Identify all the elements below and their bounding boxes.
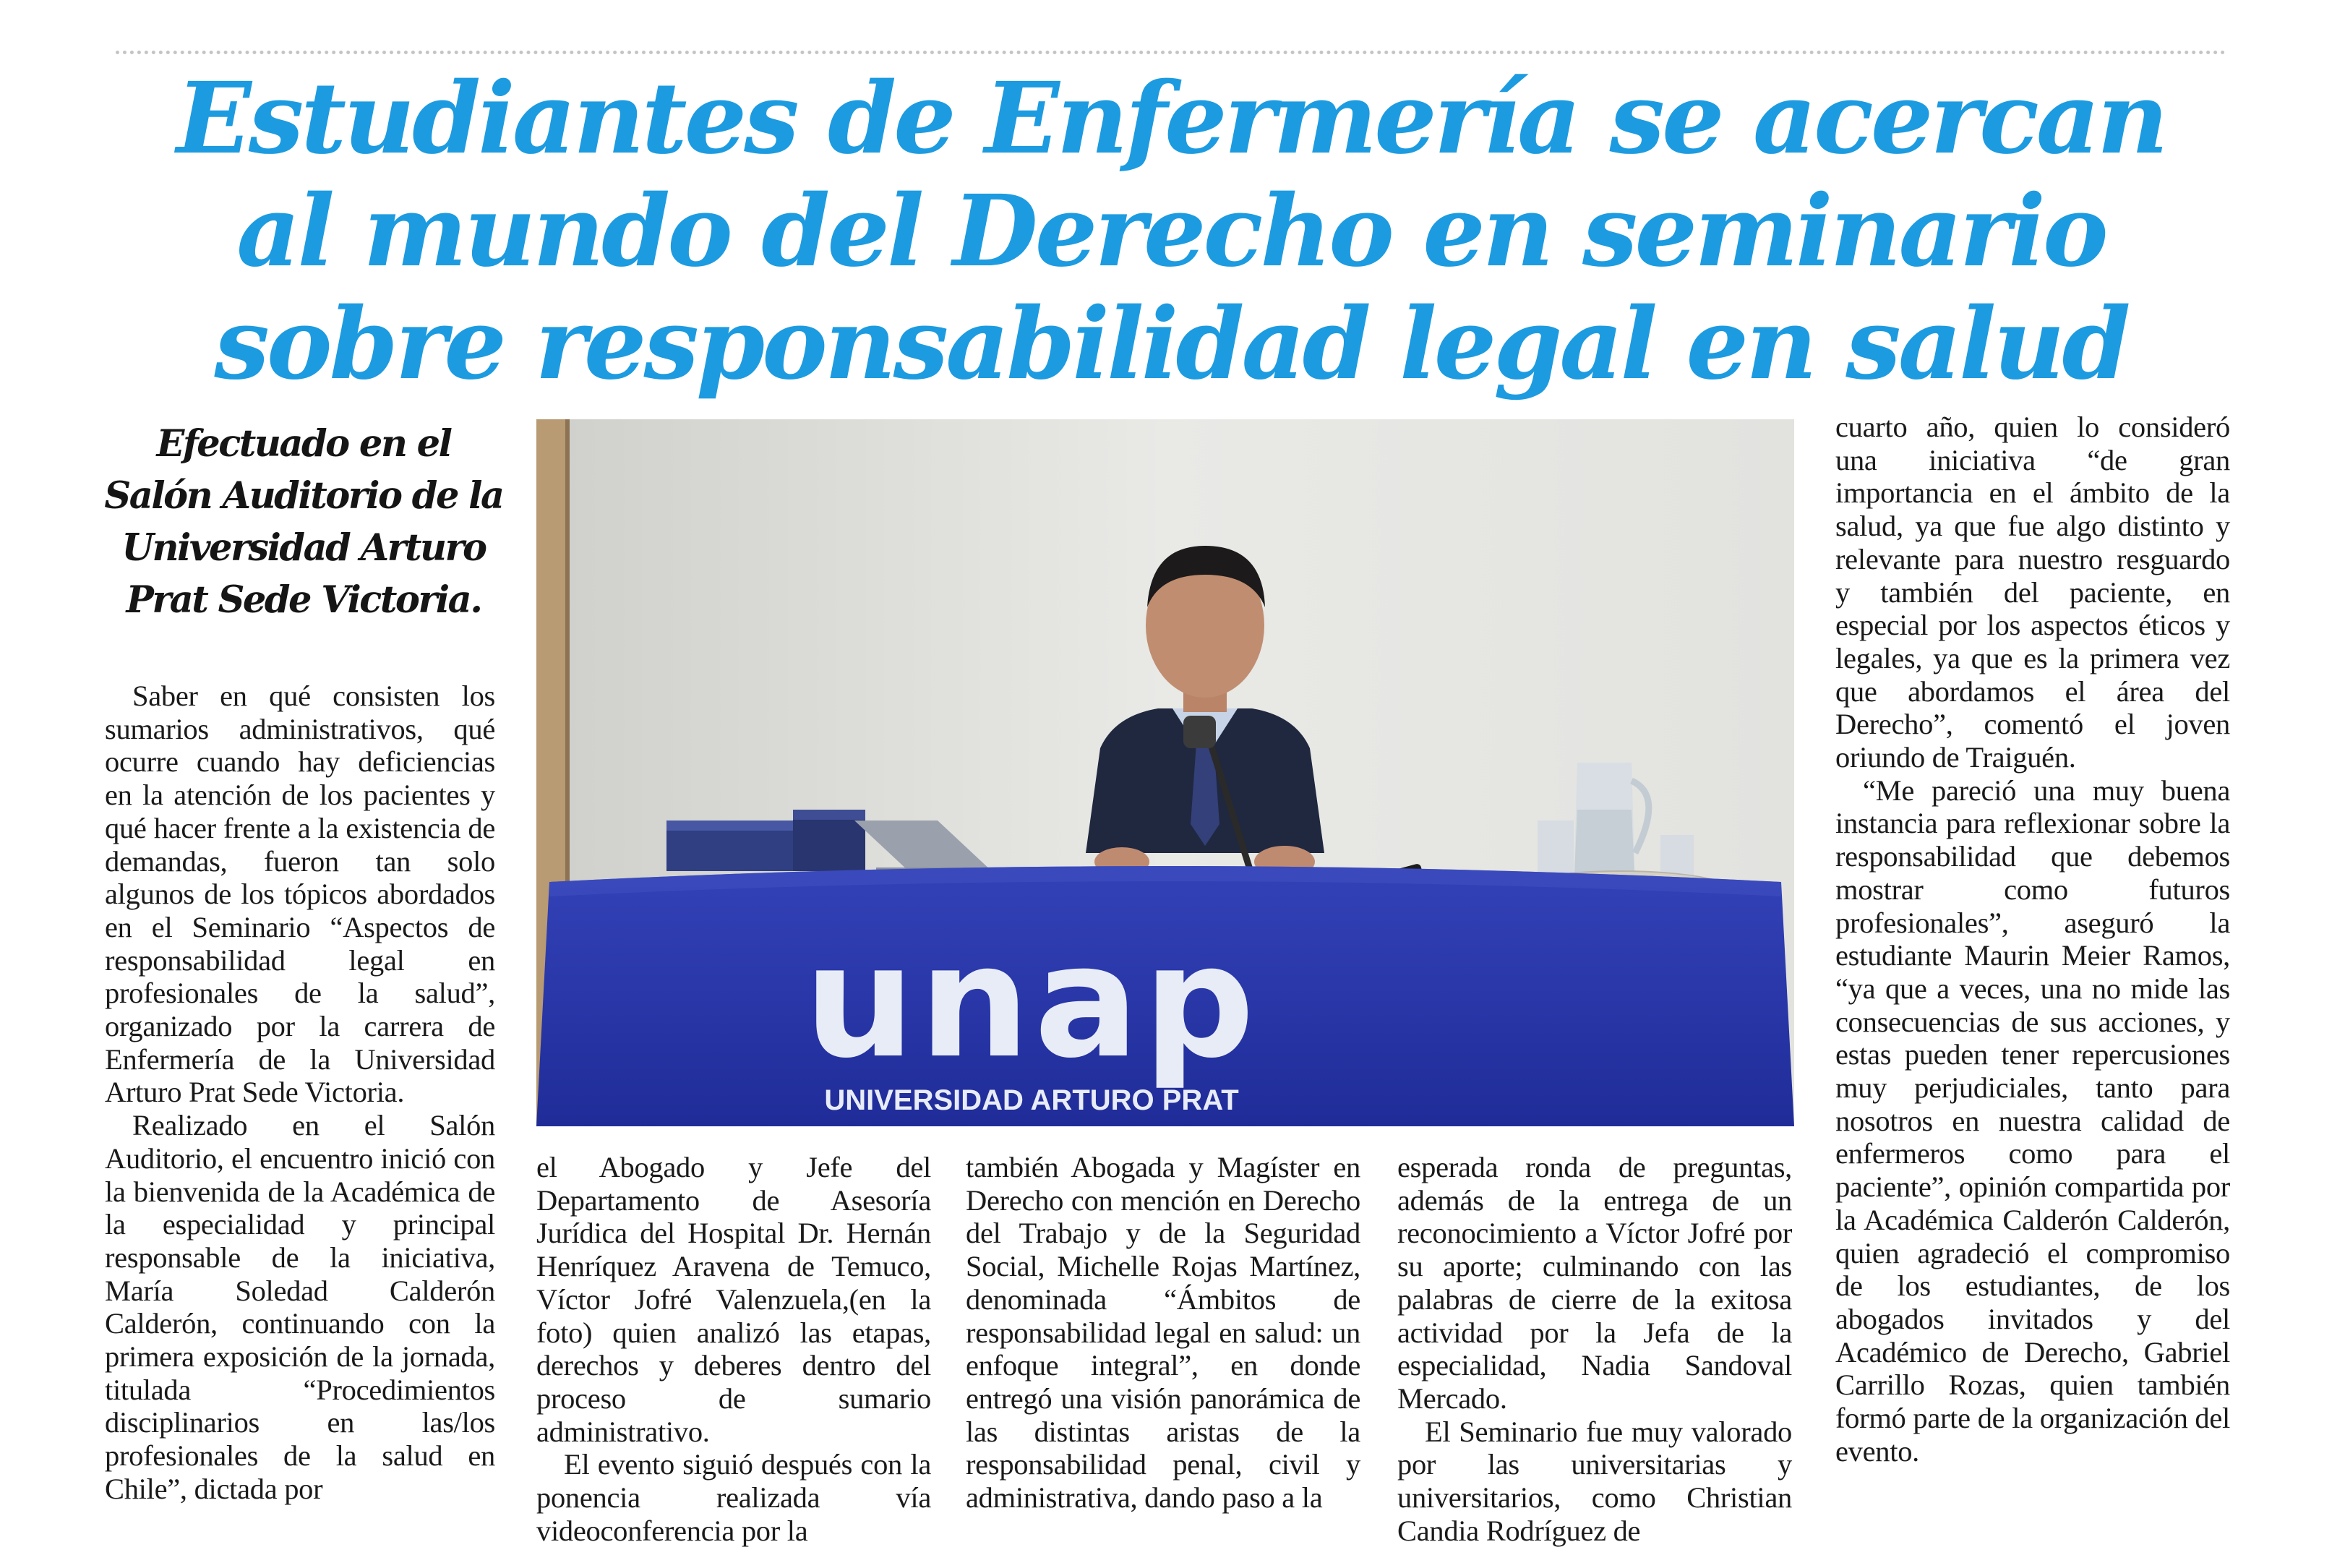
paragraph: el Abogado y Jefe del Departamento de Asesoría Jurídica del Hospital Dr. Hernán Henríquez Aravena de Temuco, Víctor Jofré Valenzuela,(en la foto) quien analizó las etapas, derechos y deberes dentro del proceso de sumario administrativo. xyxy=(536,1151,931,1448)
paragraph: esperada ronda de preguntas, además de la entrega de un reconocimiento a Víctor Jofré por su aporte; culminando con las palabras de cierre de la exitosa actividad por la Jefa de la especialidad, Nadia Sandoval Mercado. xyxy=(1397,1151,1792,1415)
paragraph: Realizado en el Salón Auditorio, el encuentro inició con la bienvenida de la Académica de la especialidad y principal responsable de la iniciativa, María Soledad Calderón Calderón, continuando con la primera exposición de la jornada, titulada “Procedimientos disciplinarios en las/los profesionales de la salud en Chile”, dictada por xyxy=(105,1109,495,1505)
paragraph: también Abogada y Magíster en Derecho con mención en Derecho del Trabajo y de la Seguridad Social, Michelle Rojas Martínez, denominada “Ámbitos de responsabilidad legal en salud: un enfoque integral”, en donde entregó una visión panorámica de las distintas aristas de la responsabilidad penal, civil y administrativa, dando paso a la xyxy=(966,1151,1360,1515)
paragraph: Saber en qué consisten los sumarios administrativos, qué ocurre cuando hay deficiencias en la atención de los pacientes y qué hacer frente a la existencia de demandas, fueron tan solo algunos de los tópicos abordados en el Seminario “Aspectos de responsabilidad legal en profesionales de la salud”, organizado por la carrera de Enfermería de la Universidad Arturo Prat Sede Victoria. xyxy=(105,680,495,1109)
paragraph: El evento siguió después con la ponencia realizada vía videoconferencia por la xyxy=(536,1448,931,1547)
article-photo xyxy=(536,419,1794,1126)
article-column-5 xyxy=(1835,411,2230,1468)
article-deck: Efectuado en el Salón Auditorio de la Universidad Arturo Prat Sede Victoria. xyxy=(104,422,503,622)
article-column-4 xyxy=(1397,1151,1792,1547)
unap-logo-text: UNIVERSIDAD ARTURO PRAT xyxy=(824,1084,1239,1116)
article-column-3 xyxy=(966,1151,1360,1515)
article-headline: Estudiantes de Enfermería se acercan al mundo del Derecho en seminario sobre responsabilidad legal en salud xyxy=(176,61,2166,402)
paragraph: cuarto año, quien lo consideró una iniciativa “de gran importancia en el ámbito de la salud, ya que fue algo distinto y relevante para nuestro resguardo y también del paciente, en especial por los aspectos éticos y legales, ya que es la primera vez que abordamos el área del Derecho”, comentó el joven oriundo de Traiguén. xyxy=(1835,411,2230,774)
paragraph: “Me pareció una muy buena instancia para reflexionar sobre la responsabilidad que debemos mostrar como futuros profesionales”, aseguró la estudiante Maurin Meier Ramos, “ya que a veces, una no mide las consecuencias de sus acciones, y estas pueden tener repercusiones muy perjudiciales, tanto para nosotros en nuestra calidad de enfermeros como para el paciente”, opinión compartida por la Académica Calderón Calderón, quien agradeció el compromiso de los estudiantes, de los abogados invitados y del Académico de Derecho, Gabriel Carrillo Rozas, quien también formó parte de la organización del evento. xyxy=(1835,774,2230,1468)
top-dotted-rule xyxy=(116,51,2226,54)
paragraph: El Seminario fue muy valorado por las universitarias y universitarios, como Christian Candia Rodríguez de xyxy=(1397,1415,1792,1547)
article-column-2 xyxy=(536,1151,931,1547)
article-column-1 xyxy=(105,680,495,1506)
unap-logo-mark: unap xyxy=(804,911,1259,1092)
